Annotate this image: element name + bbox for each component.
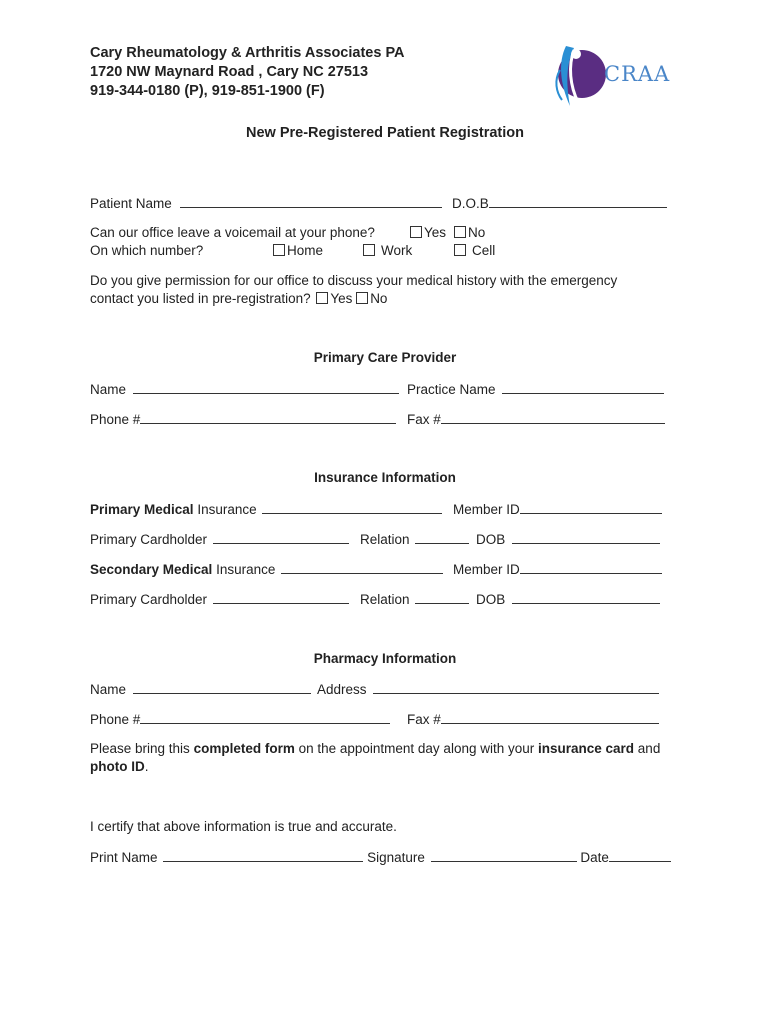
pcp-name-row [90,381,399,398]
pharmacy-phone-label: Phone # [90,712,141,727]
pharmacy-fax-field[interactable] [441,711,659,724]
notice-completed-form: completed form [193,741,295,756]
primary-dob-label: DOB [476,532,506,547]
secondary-member-id-label: Member ID [453,562,520,577]
patient-name-field[interactable] [180,195,442,208]
cell-checkbox[interactable] [454,244,466,256]
pharmacy-name-label: Name [90,682,127,697]
work-label: Work [381,243,413,258]
patient-name-row [90,195,442,212]
secondary-insurance-word: Insurance [216,562,276,577]
secondary-relation-row [360,591,469,608]
secondary-cardholder-field[interactable] [213,591,349,604]
voicemail-question: Can our office leave a voicemail at your phone? [90,225,375,240]
primary-cardholder-row [90,531,349,548]
pcp-phone-field[interactable] [140,411,396,424]
primary-member-id-field[interactable] [520,501,662,514]
primary-medical-label: Primary Medical [90,502,194,517]
bring-form-notice-line2 [90,759,149,775]
craa-logo [552,40,671,108]
primary-cardholder-label: Primary Cardholder [90,532,208,547]
pharmacy-fax-label: Fax # [407,712,441,727]
pcp-name-field[interactable] [133,381,399,394]
secondary-relation-field[interactable] [415,591,469,604]
secondary-insurance-field[interactable] [281,561,443,574]
notice-text-4: . [144,759,149,774]
primary-insurance-row [90,501,442,518]
primary-dob-row [476,531,660,548]
permission-no-label: No [370,291,388,306]
org-address: 1720 NW Maynard Road , Cary NC 27513 [90,64,369,80]
work-option[interactable] [363,243,412,259]
date-label: Date [580,850,609,865]
permission-question-text: contact you listed in pre-registration? [90,291,311,306]
date-field[interactable] [609,849,671,862]
practice-name-field[interactable] [502,381,664,394]
voicemail-yes-option[interactable] [410,225,446,241]
patient-name-label: Patient Name [90,196,172,211]
permission-question-line1: Do you give permission for our office to discuss your medical history with the emergency [90,273,618,288]
permission-no-checkbox[interactable] [356,292,368,304]
pharmacy-phone-field[interactable] [140,711,390,724]
signature-field[interactable] [431,849,577,862]
dob-field[interactable] [489,195,667,208]
notice-text-2: on the appointment day along with your [294,741,538,756]
notice-insurance-card: insurance card [538,741,635,756]
home-label: Home [287,243,324,258]
secondary-member-id-row [453,561,662,578]
practice-name-label: Practice Name [407,382,496,397]
primary-dob-field[interactable] [512,531,660,544]
pharmacy-phone-row [90,711,390,728]
secondary-medical-label: Secondary Medical [90,562,213,577]
insurance-heading: Insurance Information [314,470,456,485]
primary-member-id-label: Member ID [453,502,520,517]
dob-row [452,195,667,212]
secondary-dob-field[interactable] [512,591,660,604]
pharmacy-heading: Pharmacy Information [313,651,457,666]
dob-label: D.O.B [452,196,489,211]
permission-yes-label: Yes [330,291,353,306]
pcp-fax-row [407,411,665,428]
pharmacy-address-field[interactable] [373,681,659,694]
logo-text: CRAA [604,62,671,86]
voicemail-no-checkbox[interactable] [454,226,466,238]
pharmacy-address-row [317,681,659,698]
pcp-name-label: Name [90,382,127,397]
which-number-label: On which number? [90,243,204,258]
home-option[interactable] [273,243,323,259]
secondary-dob-label: DOB [476,592,506,607]
secondary-relation-label: Relation [360,592,410,607]
secondary-insurance-row [90,561,443,578]
notice-text-3: and [634,741,661,756]
pharmacy-name-row [90,681,311,698]
pharmacy-address-label: Address [317,682,367,697]
primary-relation-row [360,531,469,548]
primary-relation-label: Relation [360,532,410,547]
pharmacy-name-field[interactable] [133,681,311,694]
cell-label: Cell [472,243,496,258]
home-checkbox[interactable] [273,244,285,256]
signature-label: Signature [367,850,425,865]
print-name-field[interactable] [163,849,363,862]
primary-insurance-word: Insurance [197,502,257,517]
primary-cardholder-field[interactable] [213,531,349,544]
pharmacy-fax-row [407,711,659,728]
primary-relation-field[interactable] [415,531,469,544]
voicemail-no-label: No [468,225,486,240]
voicemail-no-option[interactable] [454,225,485,241]
pcp-fax-field[interactable] [441,411,665,424]
voicemail-yes-checkbox[interactable] [410,226,422,238]
permission-yes-checkbox[interactable] [316,292,328,304]
notice-photo-id: photo ID [90,759,145,774]
primary-member-id-row [453,501,662,518]
org-phones: 919-344-0180 (P), 919-851-1900 (F) [90,83,325,99]
pcp-phone-label: Phone # [90,412,141,427]
permission-question-line2 [90,291,387,307]
pcp-fax-label: Fax # [407,412,441,427]
notice-text-1: Please bring this [90,741,194,756]
primary-insurance-field[interactable] [262,501,442,514]
voicemail-yes-label: Yes [424,225,447,240]
signature-row [90,849,671,866]
form-title: New Pre-Registered Patient Registration [246,125,524,141]
bring-form-notice-line1 [90,741,660,757]
secondary-dob-row [476,591,660,608]
org-name: Cary Rheumatology & Arthritis Associates PA [90,45,405,61]
pcp-heading: Primary Care Provider [313,350,457,365]
practice-name-row [407,381,664,398]
secondary-cardholder-label: Primary Cardholder [90,592,208,607]
work-checkbox[interactable] [363,244,375,256]
secondary-member-id-field[interactable] [520,561,662,574]
pcp-phone-row [90,411,396,428]
certify-statement: I certify that above information is true and accurate. [90,819,397,834]
print-name-label: Print Name [90,850,158,865]
secondary-cardholder-row [90,591,349,608]
cell-option[interactable] [454,243,495,259]
